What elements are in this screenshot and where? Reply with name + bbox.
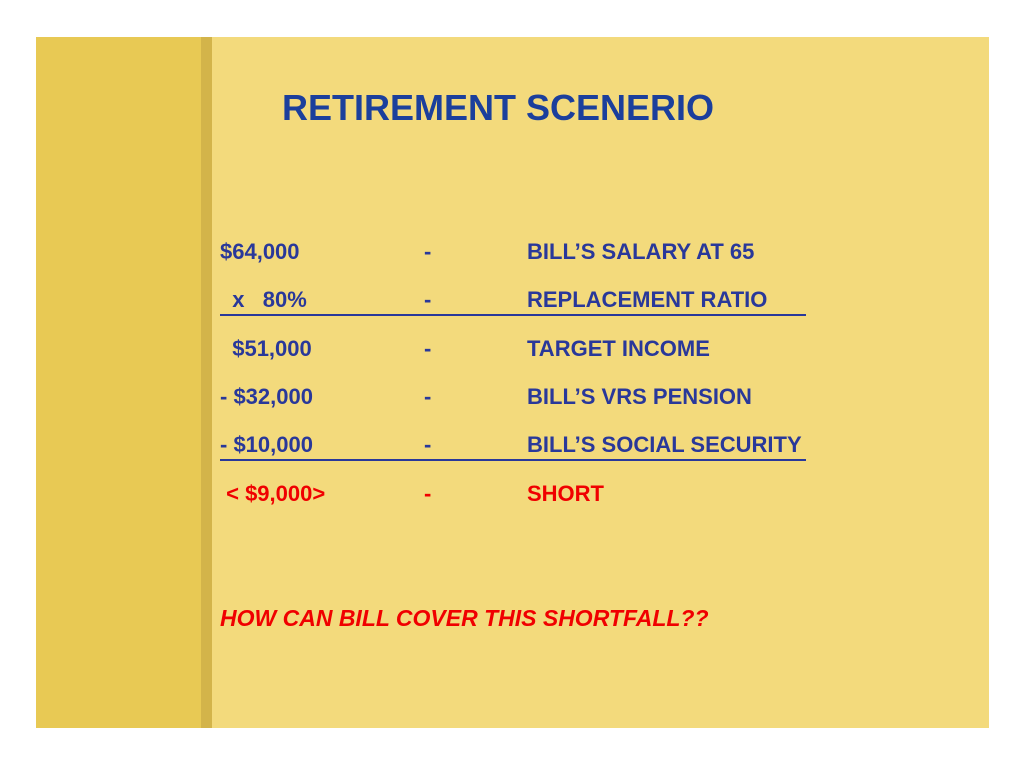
separator: - bbox=[424, 287, 432, 312]
description: BILL’S SALARY AT 65 bbox=[527, 239, 755, 264]
separator: - bbox=[424, 239, 432, 264]
calc-row-replacement-ratio bbox=[220, 285, 860, 315]
description: SHORT bbox=[527, 481, 604, 506]
separator: - bbox=[424, 336, 432, 361]
amount: $51,000 bbox=[220, 336, 312, 361]
description: BILL’S VRS PENSION bbox=[527, 384, 752, 409]
shortfall-question: HOW CAN BILL COVER THIS SHORTFALL?? bbox=[220, 605, 709, 631]
calc-row-vrs-pension bbox=[220, 382, 860, 412]
description: BILL’S SOCIAL SECURITY bbox=[527, 432, 802, 457]
slide-title: RETIREMENT SCENERIO bbox=[282, 87, 715, 128]
separator: - bbox=[424, 481, 432, 506]
accent-divider-bar bbox=[201, 37, 212, 728]
calc-row-salary bbox=[220, 237, 860, 267]
separator: - bbox=[424, 384, 432, 409]
amount: - $10,000 bbox=[220, 432, 313, 457]
calc-row-target-income bbox=[220, 334, 860, 364]
calc-row-social-security bbox=[220, 430, 860, 460]
slide bbox=[36, 37, 989, 728]
separator: - bbox=[424, 432, 432, 457]
left-accent-panel bbox=[36, 37, 201, 728]
description: TARGET INCOME bbox=[527, 336, 710, 361]
description: REPLACEMENT RATIO bbox=[527, 287, 768, 312]
amount: < $9,000> bbox=[220, 481, 326, 506]
calc-row-short bbox=[220, 479, 860, 509]
amount: - $32,000 bbox=[220, 384, 313, 409]
amount: x 80% bbox=[220, 287, 307, 312]
amount: $64,000 bbox=[220, 239, 300, 264]
